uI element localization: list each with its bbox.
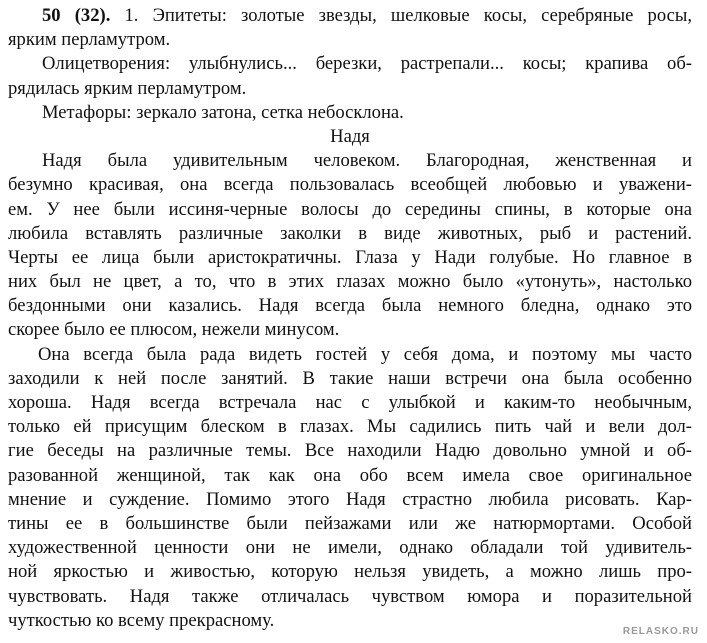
paragraph-line: гие беседы на различные темы. Все находили Надю довольно умной и об- (8, 440, 692, 462)
paragraph-line: безумно красивая, она всегда пользовалась всеобщей любовью и уважени- (8, 174, 692, 196)
exercise-header-line (8, 4, 692, 28)
personifications-line: Олицетворения: улыбнулись... березки, растрепали... косы; крапива об- (42, 53, 692, 75)
paragraph-line: только ей присущим блеском в глазах. Мы садились пить чай и вели дол- (8, 416, 692, 438)
paragraph-line: любила вставлять различные заколки в виде животных, рыб и растений. (8, 222, 692, 244)
paragraph-line: Она всегда была рада видеть гостей у себя дома, и поэтому мы часто (38, 343, 692, 365)
essay-paragraph-1 (8, 149, 692, 343)
document-page (8, 4, 692, 633)
paragraph-line: чувствовать. Надя также отличалась чувством юмора и поразительной (8, 585, 692, 607)
paragraph-line: ем. У нее были иссиня-черные волосы до середины спины, в которые она (8, 198, 692, 220)
watermark: RELASKO.RU (622, 626, 699, 637)
essay-title: Надя (330, 125, 370, 147)
epithets-text: 1. Эпитеты: золотые звезды, шелковые косы, серебряные росы, (124, 5, 693, 26)
exercise-number: 50 (32). (42, 5, 111, 26)
paragraph-line: Надя была удивительным человеком. Благородная, женственная и (42, 150, 692, 172)
personifications-line: рядилась ярким перламутром. (8, 77, 247, 99)
paragraph-line: заходили к ней после занятий. В такие наши встречи она была особенно (8, 367, 692, 389)
epithets-continuation: ярким перламутром. (8, 29, 171, 51)
paragraph-line: чуткостью ко всему прекрасному. (8, 609, 275, 631)
paragraph-line: художественной ценности они не имели, однако обладали той удивитель- (8, 537, 692, 559)
essay-paragraph-2 (8, 343, 692, 633)
paragraph-line: ной яркостью и живостью, которую нельзя увидеть, а можно лишь про- (8, 561, 692, 583)
paragraph-line: хороша. Надя всегда встречала нас с улыбкой и каким-то необычным, (8, 392, 692, 413)
paragraph-line: тины ее в большинстве были пейзажами или же натюрмортами. Особой (8, 512, 692, 534)
paragraph-line: разованной женщиной, так как она обо всем имела свое оригинальное (8, 464, 692, 486)
metaphors-line: Метафоры: зеркало затона, сетка небосклона. (42, 101, 404, 123)
paragraph-line: мнение и суждение. Помимо этого Надя страстно любила рисовать. Кар- (8, 488, 692, 510)
paragraph-line: Черты ее лица были аристократичны. Глаза у Нади голубые. Но главное в (8, 246, 692, 268)
paragraph-line: бездонными они казались. Надя всегда была немного бледна, однако это (8, 295, 692, 317)
paragraph-line: них был не цвет, а то, что в этих глазах можно было «утонуть», настолько (8, 271, 692, 293)
paragraph-line: скорее было ее плюсом, нежели минусом. (8, 319, 340, 341)
